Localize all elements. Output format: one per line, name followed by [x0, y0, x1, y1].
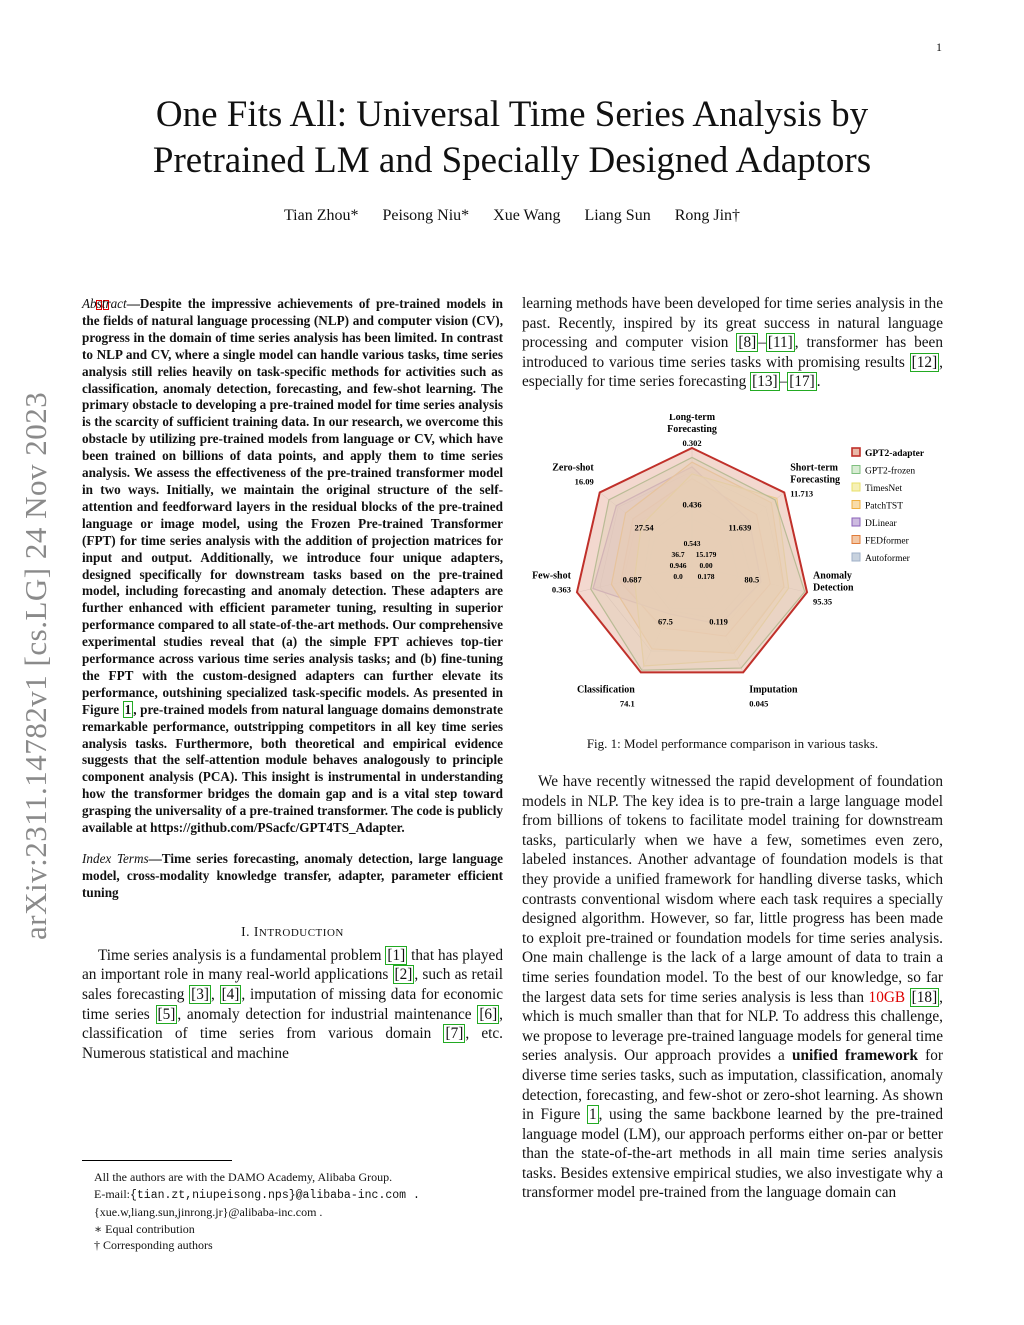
axis-outer-value: 95.35 [813, 596, 833, 607]
footnote-email: E-mail:{tian.zt,niupeisong.nps}@alibaba-inc.com . [94, 1186, 420, 1202]
citation-link[interactable]: [18] [911, 988, 938, 1006]
figure-link[interactable]: 1 [588, 1106, 597, 1124]
legend-label: Autoformer [865, 554, 910, 564]
arxiv-watermark: arXiv:2311.14782v1 [cs.LG] 24 Nov 2023 [18, 391, 53, 940]
axis-label: Forecasting [667, 424, 717, 435]
title-line-1: One Fits All: Universal Time Series Analysis by [155, 94, 869, 135]
chart-legend [852, 448, 925, 564]
intro-paragraph: Time series analysis is a fundamental problem [1] that has played an important role in many real-world applications [2] , such as retail sales forecasting [3] , [4] , imputation of missing data for economic time series [5] , anomaly detection for industrial maintenance [6] , classification of time series from various domain [7] , etc. Numerous statistical and machine [82, 946, 504, 1062]
axis-center-value: 0.178 [697, 572, 715, 581]
citation-link[interactable]: [7] [445, 1025, 464, 1043]
axis-label: Detection [813, 582, 854, 594]
legend-label: GPT2-adapter [865, 449, 925, 459]
legend-label: TimesNet [865, 484, 903, 494]
paragraph: We have recently witnessed the rapid development of foundation models in NLP. The key idea is to pre-train a large language model from billions of tokens to facilitate model training for downstream tasks, particularly when we have a few, sometimes even zero, labeled instances. Another advantage of foundation models is that they provide a unified framework for handling diverse tasks, which contrasts conventional wisdom where each task requires a specially designed algorithm. However, so far, little progress has been made to exploit pre-trained or foundation models for time series analysis. One main challenge is the lack of a large amount of data to train a time series foundation model. To the best of our knowledge, so far the largest data sets for time series analysis is less than 10GB [18] , which is much smaller than that for NLP. To address this challenge, we propose to leverage pre-trained language models for general time series analysis. Our approach provides a unified framework for diverse time series tasks, such as imputation, classification, anomaly detection, forecasting, and few-shot or zero-shot learning. As shown in Figure 1 , using the same backbone learned by the pre-trained language model (LM), our approach performs either on-par or better than the state-of-the-art methods in all main time series analysis tasks. Besides extensive empirical studies, we also investigate why a transformer model pre-trained from the language domain can [522, 773, 943, 1202]
abstract-text: —Despite the impressive achievements of pre-trained models in the fields of natural language processing (NLP) and computer vision (CV), progress in the domain of time series analysis has been limited. In contrast to NLP and CV, where a single model can handle various tasks, time series analysis still relies heavily on task-specific methods for activities such as classification, anomaly detection, forecasting, and few-shot learning. The primary obstacle to developing a pre-trained model for time series analysis is the scarcity of sufficient training data. In our research, we overcome this obstacle by utilizing pre-trained models from language or CV, which have been trained on billions of data points, and apply them to time series analysis. We assess the effectiveness of the pre-trained transformer model in two ways. Initially, we maintain the original structure of the self-attention and feedforward layers in the residual blocks of the pre-trained language or image model, using the Frozen Pre-trained Transformer (FPT) for time series analysis with the addition of projection matrices for input and output. Additionally, we introduce four unique adapters, designed specifically for downstream tasks based on the pre-trained model, including forecasting and anomaly detection. These adapters are further enhanced with efficient parameter tuning, resulting in superior performance compared to all state-of-the-art methods. Our comprehensive experimental studies reveal that (a) the simple FPT achieves top-tier performance across various time series analysis tasks; and (b) fine-tuning the FPT with the custom-designed adapters can further elevate its performance, outshining specialized task-specific models. As presented in Figure 1 , pre-trained models from natural language domains demonstrate remarkable performance, outstripping competitors in all key time series analysis tasks. Furthermore, both theoretical and empirical evidence suggests that the self-attention module behaves analogously to principle component analysis (PCA). This insight is instrumental in understanding how the transformer bridges the domain gap and is a vital step toward grasping the universality of a pre-trained transformer. The code is publicly available at https://github.com/PSacfc/GPT4TS_Adapter. [82, 296, 503, 836]
citation-link[interactable]: [8] [738, 334, 757, 352]
citation-link[interactable]: [1] [387, 946, 406, 964]
axis-label: Long-term [668, 414, 716, 423]
legend-label: GPT2-frozen [865, 466, 916, 477]
citation-link[interactable]: [6] [479, 1005, 498, 1023]
title-line-2: Pretrained LM and Specially Designed Adaptors [152, 140, 872, 181]
axis-center-value: 0.946 [669, 561, 687, 570]
axis-label: Few-shot [532, 570, 571, 582]
axis-outer-value: 74.1 [619, 698, 635, 709]
abstract [82, 296, 503, 837]
legend-swatch [852, 501, 860, 509]
footnote-equal: ∗ Equal contribution [94, 1221, 195, 1236]
author-list [0, 207, 1024, 225]
author: Liang Sun [584, 207, 651, 224]
axis-inner-value: 67.5 [657, 616, 673, 627]
legend-label: DLinear [865, 519, 897, 529]
axis-outer-value: 11.713 [790, 488, 814, 499]
axis-center-value: 0.0 [673, 572, 683, 581]
axis-label: Imputation [749, 684, 798, 696]
axis-center-value: 15.179 [695, 550, 717, 559]
page-number: 1 [936, 40, 942, 54]
legend-swatch [852, 483, 860, 491]
axis-label: Anomaly [813, 570, 852, 582]
right-column-bottom [522, 772, 943, 1203]
citation-link[interactable]: [12] [911, 353, 938, 371]
axis-outer-value: 0.363 [551, 584, 571, 595]
citation-link[interactable]: [11] [767, 334, 793, 352]
axis-label: Forecasting [790, 474, 841, 486]
radar-series [574, 448, 807, 672]
legend-label: PatchTST [865, 501, 903, 512]
figure-link[interactable]: 1 [124, 701, 132, 717]
axis-inner-value: 0.436 [682, 499, 702, 510]
axis-center-value: 0.543 [683, 539, 701, 548]
citation-link[interactable]: [17] [789, 373, 815, 391]
axis-center-value: 36.7 [671, 550, 685, 559]
figure-caption: Fig. 1: Model performance comparison in various tasks. [586, 736, 879, 751]
axis-outer-value: 16.09 [574, 476, 594, 487]
author: Rong Jin† [674, 207, 741, 224]
legend-swatch [852, 536, 860, 544]
axis-inner-value: 80.5 [744, 574, 760, 585]
figure-1 [522, 414, 943, 732]
index-terms-text: —Time series forecasting, anomaly detection, large language model, cross-modality knowledge transfer, adapter, parameter efficient tuning [82, 851, 503, 900]
radar-chart [522, 414, 943, 732]
footnote-rule [82, 1160, 232, 1161]
legend-label: FEDformer [865, 536, 909, 547]
citation-link[interactable]: [4] [221, 985, 240, 1003]
citation-link[interactable]: [13] [752, 373, 778, 391]
legend-swatch [852, 466, 860, 474]
footnote-corresponding: † Corresponding authors [94, 1238, 213, 1253]
paper-title [0, 92, 1024, 184]
footnotes [82, 1160, 503, 1254]
axis-inner-value: 0.119 [709, 616, 728, 627]
right-column-top [522, 294, 943, 392]
axis-outer-value: 0.302 [682, 438, 702, 448]
paragraph: learning methods have been developed for time series analysis in the past. Recently, inspired by its great success in natural language processing and computer vision [8] – [11] , transformer has been introduced to various time series tasks with promising results [12] , especially for time series forecasting [13] – [17] . [522, 295, 943, 391]
author: Xue Wang [493, 207, 561, 224]
legend-swatch [852, 448, 860, 456]
highlight-link[interactable]: 10GB [868, 988, 906, 1006]
axis-label: Zero-shot [552, 462, 594, 474]
section-heading: I. INTRODUCTION [241, 923, 344, 939]
axis-inner-value: 0.687 [622, 574, 642, 585]
author: Tian Zhou* [283, 207, 359, 224]
footnote-affiliation: All the authors are with the DAMO Academy, Alibaba Group. [94, 1170, 393, 1184]
legend-swatch [852, 553, 860, 561]
axis-inner-value: 11.639 [728, 522, 752, 533]
citation-link[interactable]: [5] [157, 1005, 176, 1023]
index-terms-label: Index Terms [82, 851, 149, 866]
series-gpt2-adapter [574, 448, 807, 672]
citation-link[interactable]: [2] [394, 966, 413, 984]
index-terms [82, 851, 503, 902]
footnote-email-2: {xue.w,liang.sun,jinrong.jr}@alibaba-inc.com . [94, 1205, 323, 1220]
axis-label: Classification [577, 684, 635, 696]
citation-link[interactable]: [3] [191, 985, 209, 1003]
axis-outer-value: 0.045 [749, 698, 769, 709]
left-column [82, 296, 503, 1063]
axis-label: Short-term [790, 462, 839, 474]
axis-inner-value: 27.54 [634, 522, 654, 533]
abstract-label: Abstract [82, 296, 127, 311]
author: Peisong Niu* [382, 207, 470, 224]
axis-center-value: 0.00 [699, 561, 713, 570]
legend-swatch [852, 518, 860, 526]
